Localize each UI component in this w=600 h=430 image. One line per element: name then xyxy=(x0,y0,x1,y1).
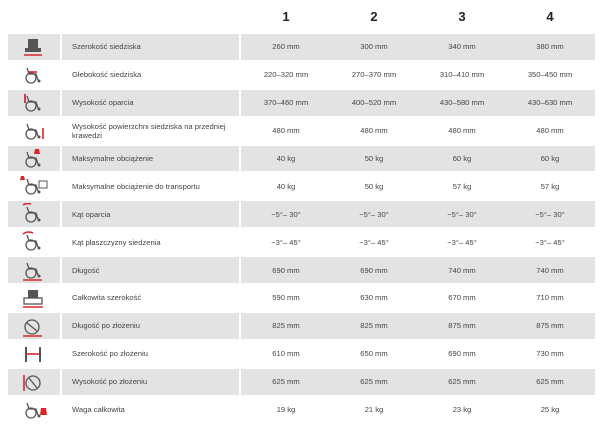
row-label: Szerokość po złożeniu xyxy=(72,349,148,359)
row-value-2: 650 mm xyxy=(360,349,388,359)
row-value-1: 825 mm xyxy=(241,313,331,339)
row-value-1: −3°– 45° xyxy=(271,237,301,247)
table-row xyxy=(0,229,600,257)
row-icon-cell xyxy=(8,397,60,423)
row-value-3: 340 mm xyxy=(417,34,507,60)
row-icon-cell xyxy=(8,146,60,172)
row-value-1: −5°– 30° xyxy=(241,201,331,227)
column-header-1: 1 xyxy=(282,9,290,24)
row-value-4: 710 mm xyxy=(536,293,564,303)
row-value-3: 310–410 mm xyxy=(439,70,485,80)
row-value-3: 60 kg xyxy=(417,146,507,172)
row-label: Głebokość siedziska xyxy=(72,70,142,80)
folded-length-icon xyxy=(19,315,49,337)
row-label: Wysokość po złożeniu xyxy=(62,369,239,395)
front-seat-height-icon xyxy=(19,120,49,142)
table-row xyxy=(0,173,600,201)
row-value-1: 690 mm xyxy=(241,257,331,283)
row-value-4: 875 mm xyxy=(505,313,595,339)
row-value-4: 480 mm xyxy=(536,126,564,136)
row-value-1: 40 kg xyxy=(241,146,331,172)
column-header-3: 3 xyxy=(458,9,466,24)
row-value-2: −5°– 30° xyxy=(329,201,419,227)
column-header-4: 4 xyxy=(546,9,554,24)
row-value-2: 625 mm xyxy=(329,369,419,395)
row-label: Maksymalne obciążenie xyxy=(62,146,239,172)
column-header-row xyxy=(0,0,600,34)
row-value-3: 875 mm xyxy=(417,313,507,339)
row-icon-cell xyxy=(8,173,60,199)
row-value-3: 23 kg xyxy=(452,405,472,415)
row-icon-cell xyxy=(8,201,60,227)
row-value-2: 825 mm xyxy=(329,313,419,339)
backrest-height-icon xyxy=(19,92,49,114)
folded-height-icon xyxy=(19,371,49,393)
folded-width-icon xyxy=(19,343,49,365)
row-value-3: 430–580 mm xyxy=(417,90,507,116)
row-value-2: 690 mm xyxy=(329,257,419,283)
row-value-4: −5°– 30° xyxy=(505,201,595,227)
table-row xyxy=(0,369,600,397)
row-icon-cell xyxy=(8,62,60,88)
row-value-3: 480 mm xyxy=(448,126,476,136)
row-icon-cell xyxy=(8,257,60,283)
table-row xyxy=(0,34,600,62)
row-label: Długość po złożeniu xyxy=(62,313,239,339)
row-value-1: 610 mm xyxy=(272,349,300,359)
row-value-3: 690 mm xyxy=(448,349,476,359)
row-value-3: 670 mm xyxy=(448,293,476,303)
row-value-1: 220–320 mm xyxy=(263,70,309,80)
table-row xyxy=(0,313,600,341)
row-icon-cell xyxy=(8,229,60,255)
row-value-4: 25 kg xyxy=(540,405,560,415)
table-row xyxy=(0,285,600,313)
row-label: Waga całkowita xyxy=(72,405,125,415)
row-icon-cell xyxy=(8,369,60,395)
seat-depth-icon xyxy=(19,64,49,86)
row-label: Długość xyxy=(62,257,239,283)
row-value-1: 260 mm xyxy=(241,34,331,60)
spec-rows xyxy=(0,34,600,424)
row-value-3: 57 kg xyxy=(452,181,472,191)
row-value-1: 480 mm xyxy=(272,126,300,136)
row-value-2: 50 kg xyxy=(329,146,419,172)
row-value-1: 370–460 mm xyxy=(241,90,331,116)
table-row xyxy=(0,146,600,174)
row-value-1: 590 mm xyxy=(272,293,300,303)
column-header-2: 2 xyxy=(370,9,378,24)
seat-width-icon xyxy=(19,36,49,58)
table-row xyxy=(0,257,600,285)
row-value-2: −3°– 45° xyxy=(359,237,389,247)
row-icon-cell xyxy=(8,313,60,339)
row-value-2: 50 kg xyxy=(364,181,384,191)
seat-tilt-icon xyxy=(19,231,49,253)
transport-load-icon xyxy=(19,175,49,197)
table-row xyxy=(0,118,600,146)
row-icon-cell xyxy=(8,285,60,311)
row-value-4: 57 kg xyxy=(540,181,560,191)
row-value-3: 625 mm xyxy=(417,369,507,395)
row-label: Kąt oparcia xyxy=(62,201,239,227)
table-row xyxy=(0,62,600,90)
row-label: Maksymalne obciążenie do transportu xyxy=(72,181,200,191)
row-value-1: 19 kg xyxy=(276,405,296,415)
row-value-1: 40 kg xyxy=(276,181,296,191)
row-value-2: 480 mm xyxy=(360,126,388,136)
row-icon-cell xyxy=(8,90,60,116)
row-label: Wysokość oparcia xyxy=(62,90,239,116)
row-value-2: 400–520 mm xyxy=(329,90,419,116)
row-value-3: −5°– 30° xyxy=(417,201,507,227)
row-value-4: 380 mm xyxy=(505,34,595,60)
row-icon-cell xyxy=(8,341,60,367)
max-load-icon xyxy=(19,148,49,170)
row-value-2: 21 kg xyxy=(364,405,384,415)
row-value-4: 350–450 mm xyxy=(527,70,573,80)
row-value-3: 740 mm xyxy=(417,257,507,283)
table-row xyxy=(0,341,600,369)
row-value-2: 270–370 mm xyxy=(351,70,397,80)
row-value-3: −3°– 45° xyxy=(447,237,477,247)
row-label: Wysokość powierzchni siedziska na przedniej krawedzi xyxy=(72,121,226,140)
row-label: Szerokość siedziska xyxy=(62,34,239,60)
row-value-4: 740 mm xyxy=(505,257,595,283)
row-value-4: 430–630 mm xyxy=(505,90,595,116)
table-row xyxy=(0,397,600,425)
row-label: Kąt płaszczyzny siedzenia xyxy=(72,237,161,247)
row-value-4: −3°– 45° xyxy=(535,237,565,247)
row-value-2: 630 mm xyxy=(360,293,388,303)
row-icon-cell xyxy=(8,34,60,60)
row-label: Całkowita szerokość xyxy=(72,293,142,303)
row-icon-cell xyxy=(8,118,60,144)
row-value-4: 625 mm xyxy=(505,369,595,395)
backrest-angle-icon xyxy=(19,203,49,225)
length-icon xyxy=(19,259,49,281)
row-value-2: 300 mm xyxy=(329,34,419,60)
total-weight-icon xyxy=(19,399,49,421)
row-value-4: 60 kg xyxy=(505,146,595,172)
table-row xyxy=(0,201,600,229)
total-width-icon xyxy=(19,287,49,309)
row-value-1: 625 mm xyxy=(241,369,331,395)
table-row xyxy=(0,90,600,118)
row-value-4: 730 mm xyxy=(536,349,564,359)
